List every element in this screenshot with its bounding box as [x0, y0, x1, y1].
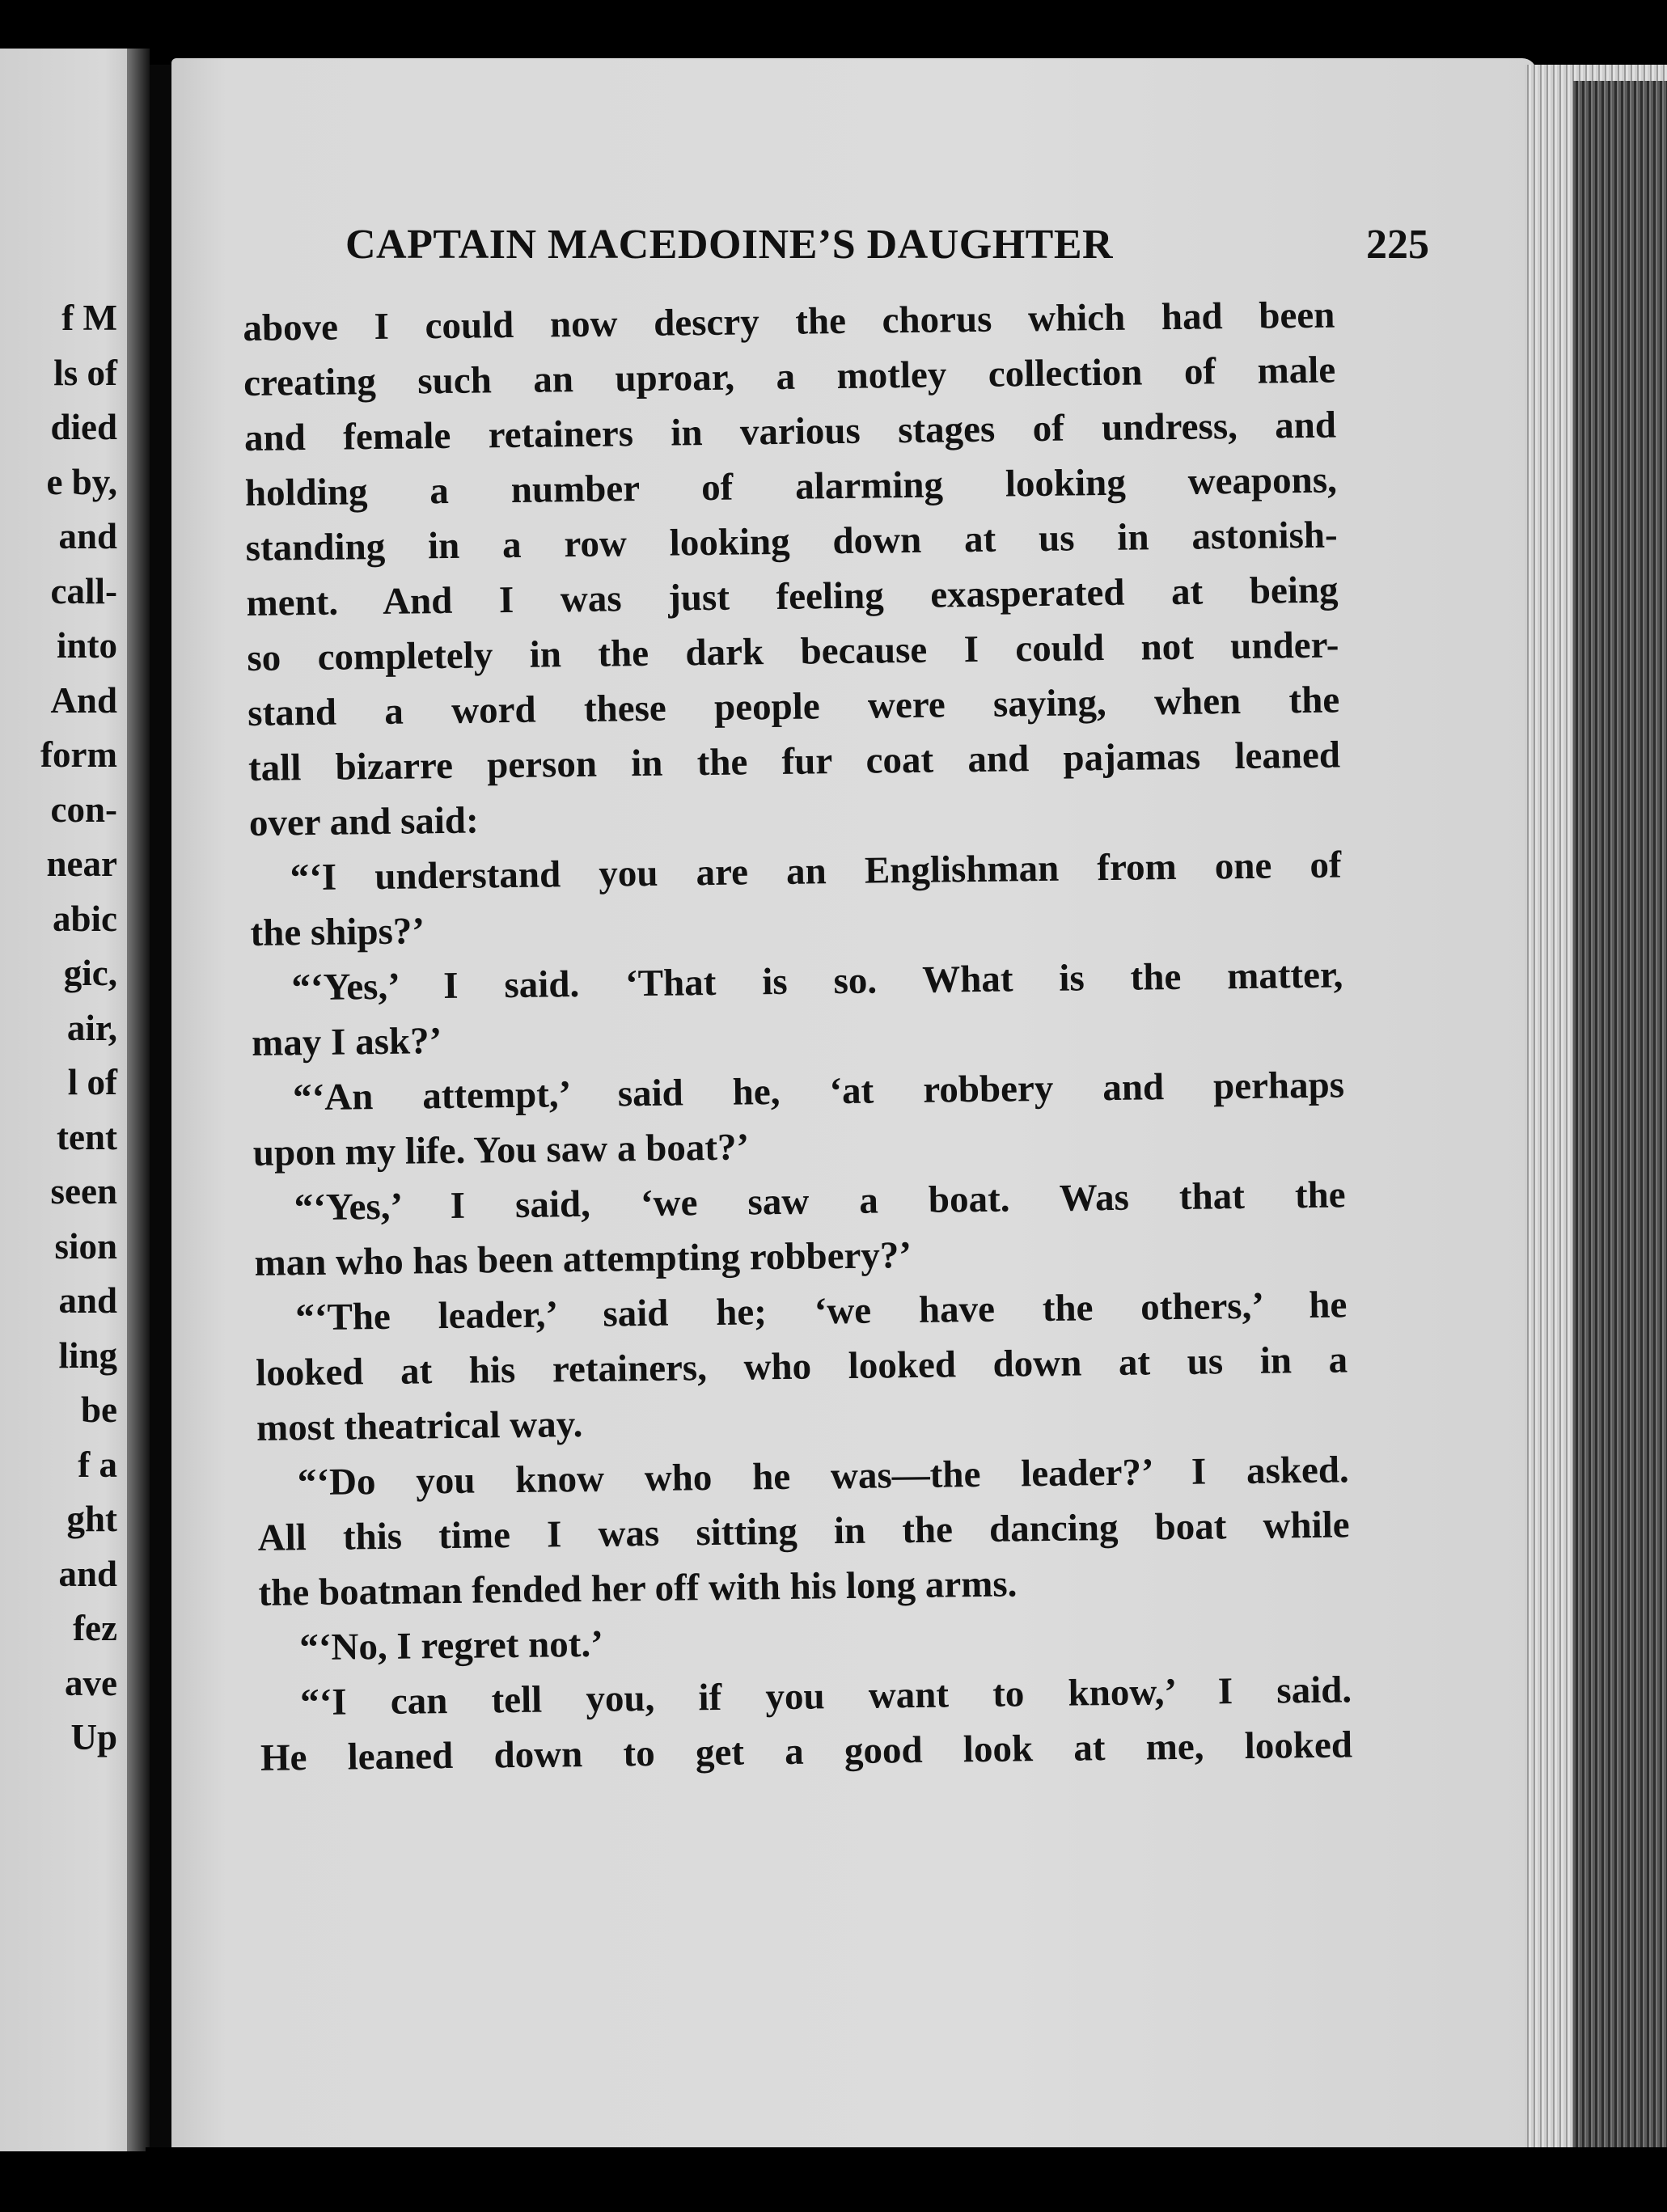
left-page-fragment: fez	[73, 1608, 117, 1648]
text-line: All this time I was sitting in the dancing boat while	[257, 1504, 1350, 1559]
text-line: “‘Yes,’ I said, ‘we saw a boat. Was that the	[294, 1174, 1346, 1229]
text-line: “‘The leader,’ said he; ‘we have the others,’ he	[295, 1284, 1348, 1339]
left-page-fragment: and	[58, 516, 117, 556]
left-page-edge-shadow	[127, 49, 150, 2151]
text-line: standing in a row looking down at us in astonish-	[245, 514, 1338, 569]
left-page-fragment: f M	[61, 298, 117, 338]
text-line: upon my life. You saw a boat?’	[252, 1126, 750, 1174]
left-page-fragment: gic,	[63, 953, 117, 993]
text-line: man who has been attempting robbery?’	[254, 1233, 912, 1284]
body-text	[243, 288, 1352, 1786]
left-page-fragment: near	[46, 844, 117, 884]
page-stack-edges	[1525, 65, 1667, 2168]
left-page-fragment: tent	[57, 1116, 117, 1157]
left-page-fragment: con-	[50, 789, 117, 830]
left-page-fragment: air,	[66, 1007, 117, 1048]
left-page-fragment: Up	[70, 1717, 117, 1757]
text-line: “‘Do you know who he was—the leader?’ I asked.	[297, 1449, 1350, 1504]
text-line: “‘An attempt,’ said he, ‘at robbery and perhaps	[292, 1064, 1345, 1119]
left-page-text-fragments	[40, 291, 117, 1766]
text-line: “‘No, I regret not.’	[299, 1622, 604, 1669]
left-page-fragment: abic	[52, 898, 117, 939]
left-page-fragment: ling	[58, 1334, 117, 1376]
text-line: holding a number of alarming looking weapons,	[244, 459, 1338, 514]
left-page-fragment: call-	[50, 570, 117, 611]
text-line: “‘Yes,’ I said. ‘That is so. What is the matter,	[291, 954, 1343, 1009]
right-page	[171, 58, 1537, 2153]
left-page-fragment: died	[50, 407, 117, 447]
left-page-fragment: sion	[54, 1225, 117, 1267]
left-page-fragment: l of	[67, 1062, 117, 1102]
left-page-fragment: And	[50, 679, 117, 721]
text-line: may I ask?’	[251, 1020, 442, 1064]
book-gutter	[150, 65, 174, 2151]
running-title: CAPTAIN MACEDOINE’S DAUGHTER	[345, 222, 1114, 268]
text-line: over and said:	[248, 799, 479, 844]
left-page-fragment: ave	[65, 1662, 117, 1703]
left-page-fragment: e by,	[46, 461, 117, 502]
text-line: and female retainers in various stages of undress, and	[243, 404, 1337, 459]
left-page-fragment: be	[81, 1389, 117, 1430]
text-line: so completely in the dark because I could not under-	[247, 624, 1339, 679]
text-line: above I could now descry the chorus which had been	[243, 294, 1335, 349]
text-line: “‘I understand you are an Englishman from one of	[290, 844, 1342, 899]
text-line: stand a word these people were saying, when the	[247, 679, 1340, 734]
left-page-fragment: f a	[78, 1444, 117, 1485]
text-line: tall bizarre person in the fur coat and pajamas leaned	[248, 734, 1341, 789]
left-facing-page	[0, 49, 150, 2151]
text-line: looked at his retainers, who looked down at us in a	[255, 1339, 1348, 1394]
bottom-shadow	[146, 2147, 1667, 2212]
text-line: most theatrical way.	[256, 1402, 583, 1449]
text-line: creating such an uproar, a motley collection of male	[243, 349, 1336, 404]
left-page-fragment: ght	[66, 1499, 117, 1539]
left-page-fragment: seen	[50, 1171, 117, 1212]
text-line: ment. And I was just feeling exasperated at being	[246, 569, 1339, 624]
left-page-fragment: and	[58, 1280, 117, 1321]
left-page-fragment: and	[58, 1553, 117, 1594]
running-head	[345, 206, 1429, 279]
left-page-fragment: ls of	[53, 352, 117, 393]
left-page-fragment: into	[56, 625, 117, 666]
text-line: He leaned down to get a good look at me, looked	[260, 1723, 1353, 1779]
text-line: the boatman fended her off with his long arms.	[258, 1563, 1018, 1614]
text-line: the ships?’	[250, 910, 425, 954]
text-line: “‘I can tell you, if you want to know,’ I said.	[299, 1669, 1352, 1724]
left-page-fragment: form	[40, 734, 117, 775]
page-number: 225	[1366, 222, 1429, 268]
